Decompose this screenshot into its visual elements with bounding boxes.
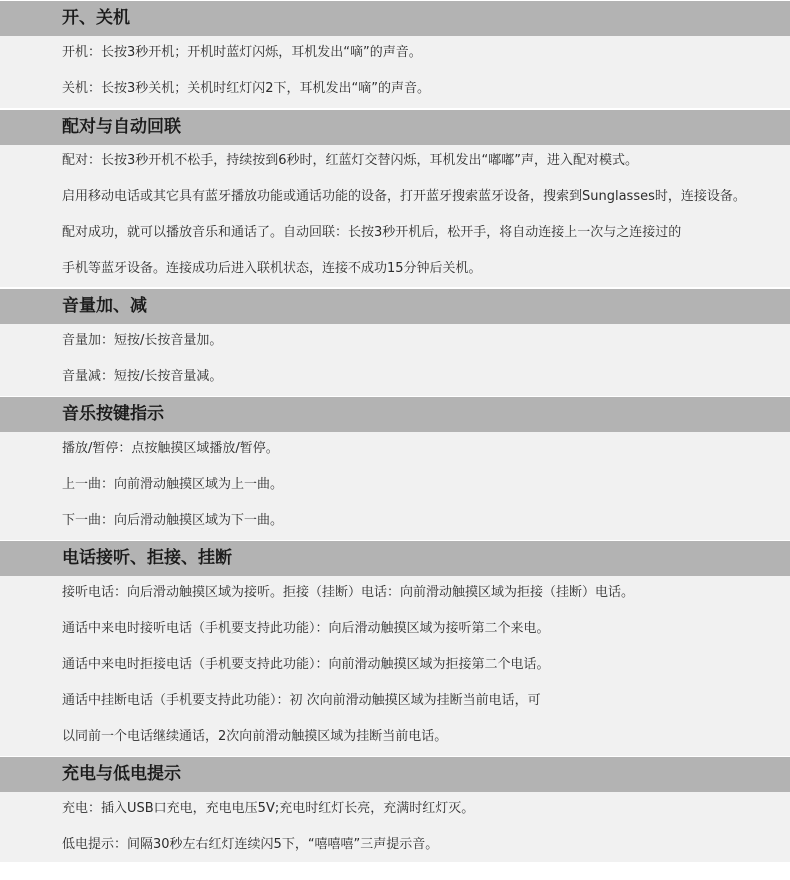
section-header-charging (0, 757, 790, 792)
answer-reject-text: 接听电话：向后滑动触摸区域为接听。拒接（挂断）电话：向前滑动触摸区域为拒接（挂断）电话。 (62, 585, 635, 600)
section-header-volume (0, 289, 790, 324)
section-header-calls (0, 541, 790, 576)
section-title-calls: 电话接听、拒接、挂断 (62, 548, 232, 568)
hang-up-continued-text: 以同前一个电话继续通话，2次向前滑动触摸区域为挂断当前电话。 (62, 729, 448, 744)
charging-text: 充电：插入USB口充电，充电电压5V;充电时红灯长亮，充满时红灯灭。 (62, 801, 475, 816)
section-title-volume: 音量加、减 (62, 296, 147, 316)
section-title-power: 开、关机 (62, 8, 130, 28)
low-battery-text: 低电提示：间隔30秒左右红灯连续闪5下，“嘻嘻嘻”三声提示音。 (62, 837, 439, 852)
answer-second-call-text: 通话中来电时接听电话（手机要支持此功能）：向后滑动触摸区域为接听第二个来电。 (62, 621, 550, 636)
pairing-text: 配对：长按3秒开机不松手，持续按到6秒时，红蓝灯交替闪烁，耳机发出“嘟嘟”声，进入配对模式。 (62, 153, 639, 168)
section-title-charging: 充电与低电提示 (62, 764, 181, 784)
previous-track-text: 上一曲：向前滑动触摸区域为上一曲。 (62, 477, 284, 492)
section-header-power (0, 1, 790, 36)
play-pause-text: 播放/暂停：点按触摸区域播放/暂停。 (62, 441, 279, 456)
power-off-text: 关机：长按3秒关机；关机时红灯闪2下，耳机发出“嘀”的声音。 (62, 81, 431, 96)
volume-down-text: 音量减：短按/长按音量减。 (62, 369, 223, 384)
section-title-music: 音乐按键指示 (62, 404, 164, 424)
section-header-music (0, 397, 790, 432)
section-header-pairing (0, 110, 790, 145)
volume-up-text: 音量加：短按/长按音量加。 (62, 333, 223, 348)
section-title-pairing: 配对与自动回联 (62, 117, 181, 137)
pairing-success-text: 配对成功，就可以播放音乐和通话了。自动回联：长按3秒开机后，松开手，将自动连接上一次与之连接过的 (62, 225, 682, 240)
pairing-device-text: 启用移动电话或其它具有蓝牙播放功能或通话功能的设备，打开蓝牙搜索蓝牙设备，搜索到Sunglasses时，连接设备。 (62, 189, 746, 204)
hang-up-text: 通话中挂断电话（手机要支持此功能）：初 次向前滑动触摸区域为挂断当前电话，可 (62, 693, 541, 708)
next-track-text: 下一曲：向后滑动触摸区域为下一曲。 (62, 513, 284, 528)
power-on-text: 开机：长按3秒开机；开机时蓝灯闪烁，耳机发出“嘀”的声音。 (62, 45, 422, 60)
reject-second-call-text: 通话中来电时拒接电话（手机要支持此功能）：向前滑动触摸区域为拒接第二个电话。 (62, 657, 550, 672)
auto-reconnect-text: 手机等蓝牙设备。连接成功后进入联机状态，连接不成功15分钟后关机。 (62, 261, 482, 276)
